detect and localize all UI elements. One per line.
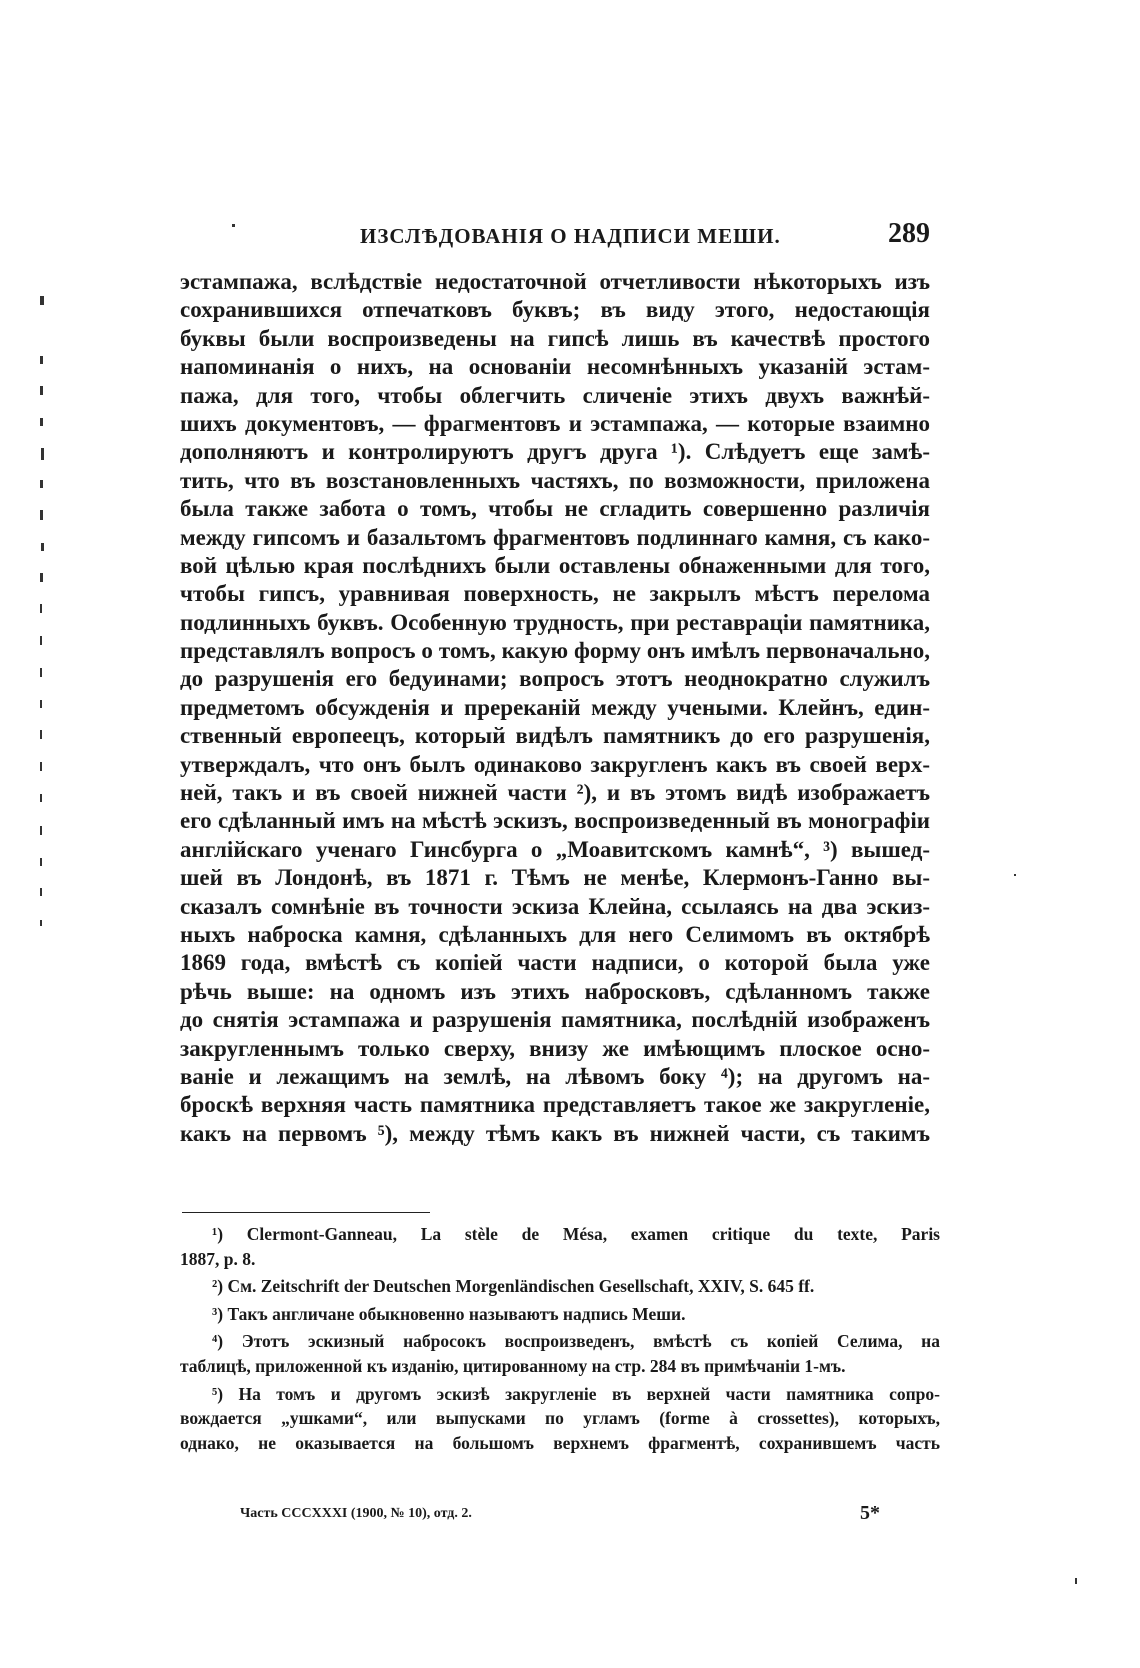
body-line: тить, что въ возстановленныхъ частяхъ, по возможности, приложена [180, 467, 930, 493]
speck [40, 296, 44, 305]
body-line: пажа, для того, чтобы облегчить сличеніе этихъ двухъ важнѣй- [180, 382, 930, 408]
body-line: броскѣ верхняя часть памятника представляетъ такое же закругленіе, [180, 1092, 930, 1118]
body-line: напоминанія о нихъ, на основаніи несомнѣнныхъ указаній эстам- [180, 354, 930, 380]
body-line: буквы были воспроизведены на гипсѣ лишь въ качествѣ простого [180, 325, 930, 351]
signature-line: Часть CCCXXXI (1900, № 10), отд. 2. [240, 1506, 472, 1521]
speck [40, 888, 42, 896]
body-line: шихъ документовъ, — фрагментовъ и эстампажа, — которые взаимно [180, 410, 930, 436]
footnote-line: ⁴) Этотъ эскизный набросокъ воспроизведенъ, вмѣстѣ съ копіей Селима, на [212, 1331, 940, 1352]
body-line: ственный европеецъ, который видѣлъ памятникъ до его разрушенія, [180, 723, 930, 749]
speck [40, 480, 43, 488]
body-line: подлинныхъ буквъ. Особенную трудность, при реставраціи памятника, [180, 609, 930, 635]
speck [41, 448, 44, 460]
body-line: вой цѣлью края послѣднихъ были оставлены обнаженными для того, [180, 552, 930, 578]
body-line: до разрушенія его бедуинами; вопросъ этотъ неоднократно служилъ [180, 666, 930, 692]
body-line: ваніе и лежащимъ на землѣ, на лѣвомъ боку ⁴); на другомъ на- [180, 1063, 930, 1089]
signature-mark: 5* [860, 1502, 880, 1524]
body-line: предметомъ обсужденія и пререканій между учеными. Клейнъ, един- [180, 694, 930, 720]
body-line: англійскаго ученаго Гинсбурга о „Моавитскомъ камнѣ“, ³) вышед- [180, 836, 930, 862]
body-line: ней, такъ и въ своей нижней части ²), и въ этомъ видѣ изображаетъ [180, 780, 930, 806]
body-line: сказалъ сомнѣніе въ точности эскиза Клейна, ссылаясь на два эскиз- [180, 893, 930, 919]
speck [40, 386, 43, 395]
speck [40, 730, 42, 739]
body-line: 1869 года, вмѣстѣ съ копіей части надписи, о которой была уже [180, 950, 930, 976]
speck [40, 668, 42, 677]
body-line: какъ на первомъ ⁵), между тѣмъ какъ въ нижней части, съ такимъ [180, 1120, 930, 1146]
footnote-line: однако, не оказывается на большомъ верхнемъ фрагментѣ, сохранившемъ часть [180, 1432, 940, 1453]
footnote-line: ²) См. Zeitschrift der Deutschen Morgenländischen Gesellschaft, XXIV, S. 645 ff. [212, 1276, 815, 1297]
speck [40, 604, 42, 613]
body-line: была также забота о томъ, чтобы не сгладить совершенно различія [180, 496, 930, 522]
speck [1075, 1578, 1077, 1584]
footnote-line: ¹) Clermont-Ganneau, La stèle de Mésa, examen critique du texte, Paris [212, 1224, 940, 1244]
footnote-line: вождается „ушками“, или выпусками по угламъ (forme à crossettes), которыхъ, [180, 1408, 940, 1429]
body-line: его сдѣланный имъ на мѣстѣ эскизъ, воспроизведенный въ монографіи [180, 808, 930, 834]
body-line: до снятія эстампажа и разрушенія памятника, послѣдній изображенъ [180, 1007, 930, 1033]
speck [40, 700, 42, 708]
speck [40, 794, 42, 802]
footnote-line: таблицѣ, приложенной къ изданію, цитированному на стр. 284 въ примѣчаніи 1-мъ. [180, 1355, 846, 1376]
speck [40, 858, 42, 866]
body-line: дополняютъ и контролируютъ другъ друга ¹). Слѣдуетъ еще замѣ- [180, 439, 930, 465]
body-line: представлялъ вопросъ о томъ, какую форму онъ имѣлъ первоначально, [180, 638, 930, 664]
speck [40, 510, 43, 520]
speck [40, 418, 43, 426]
running-title: ИЗСЛѢДОВАНІЯ О НАДПИСИ МЕШИ. [360, 224, 781, 248]
body-line: чтобы гипсъ, уравнивая поверхность, не закрылъ мѣстъ перелома [180, 581, 930, 607]
speck [41, 543, 44, 551]
body-line: утверждалъ, что онъ былъ одинаково закругленъ какъ въ своей верх- [180, 751, 930, 777]
body-line: закругленнымъ только сверху, внизу же имѣющимъ плоское осно- [180, 1035, 930, 1061]
speck [40, 762, 42, 771]
footnote-line: ³) Такъ англичане обыкновенно называютъ надпись Меши. [212, 1303, 686, 1324]
speck [1014, 874, 1016, 876]
body-line: сохранившихся отпечатковъ буквъ; въ виду этого, недостающія [180, 297, 930, 323]
page-number: 289 [888, 218, 930, 249]
footnote-line: ⁵) На томъ и другомъ эскизѣ закругленіе въ верхней части памятника сопро- [212, 1383, 940, 1404]
body-line: рѣчь выше: на одномъ изъ этихъ набросковъ, сдѣланномъ также [180, 978, 930, 1004]
footnote-line: 1887, p. 8. [180, 1248, 256, 1269]
body-line: между гипсомъ и базальтомъ фрагментовъ подлиннаго камня, съ како- [180, 524, 930, 550]
speck [40, 920, 42, 926]
speck [40, 636, 42, 645]
speck [40, 573, 43, 582]
speck [40, 826, 42, 835]
speck [40, 356, 43, 364]
body-line: ныхъ наброска камня, сдѣланныхъ для него Селимомъ въ октябрѣ [180, 921, 930, 947]
speck [232, 224, 235, 227]
body-line: шей въ Лондонѣ, въ 1871 г. Тѣмъ не менѣе, Клермонъ-Ганно вы- [180, 865, 930, 891]
body-line: эстампажа, вслѣдствіе недостаточной отчетливости нѣкоторыхъ изъ [180, 269, 930, 294]
